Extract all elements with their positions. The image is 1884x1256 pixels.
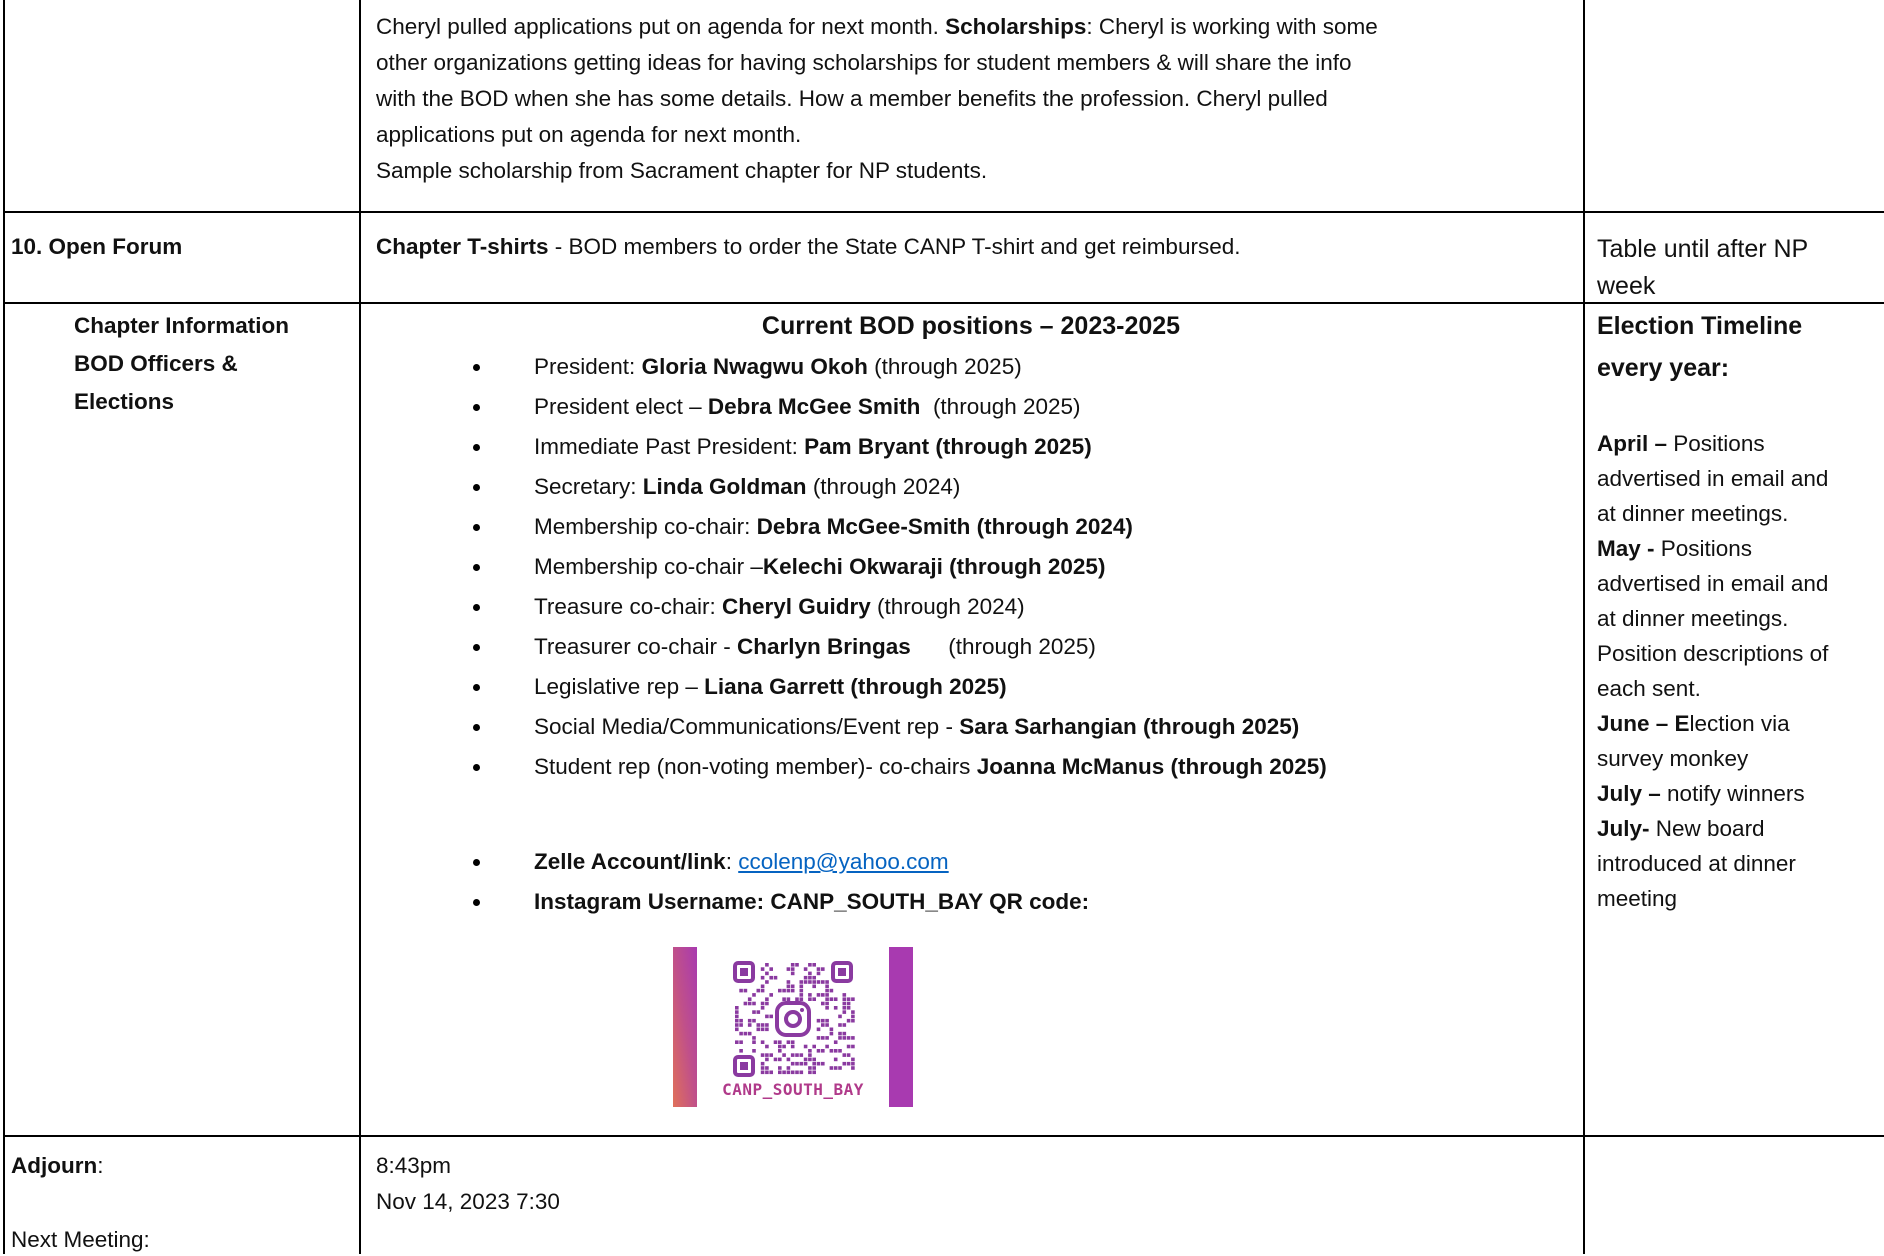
bullet xyxy=(473,604,480,611)
bullet xyxy=(473,564,480,571)
forum-note-line-1: Table until after NP xyxy=(1597,235,1809,263)
bullet xyxy=(473,684,480,691)
timeline-line-10: survey monkey xyxy=(1597,746,1749,771)
position-text: President elect – Debra McGee Smith (through 2025) xyxy=(534,394,1081,419)
adjourn-label: Adjourn: xyxy=(11,1153,104,1178)
bullet xyxy=(473,444,480,451)
timeline-line-7: Position descriptions of xyxy=(1597,641,1829,666)
table-border-col1 xyxy=(359,0,361,1254)
item-open-forum: 10. Open Forum xyxy=(11,234,183,259)
notes-line-4: applications put on agenda for next month. xyxy=(376,122,802,147)
bullet xyxy=(473,364,480,371)
next-meeting-date: Nov 14, 2023 7:30 xyxy=(376,1189,560,1214)
instagram-qr-code xyxy=(673,947,913,1107)
timeline-title-line-2: every year: xyxy=(1597,354,1730,382)
positions-title: Current BOD positions – 2023-2025 xyxy=(761,312,1181,340)
bullet xyxy=(473,404,480,411)
timeline-line-14: meeting xyxy=(1597,886,1678,911)
timeline-line-5: advertised in email and xyxy=(1597,571,1829,596)
adjourn-time: 8:43pm xyxy=(376,1153,452,1178)
bullet xyxy=(473,899,480,906)
forum-note-line-2: week xyxy=(1597,272,1656,300)
position-text: Legislative rep – Liana Garrett (through 2025) xyxy=(534,674,1007,699)
zelle-email-link[interactable]: ccolenp@yahoo.com xyxy=(738,849,949,874)
qr-caption: CANP_SOUTH_BAY xyxy=(722,1080,864,1099)
row-divider-1 xyxy=(3,211,1884,213)
positions-list xyxy=(425,350,1575,820)
position-text: Student rep (non-voting member)- co-chairs Joanna McManus (through 2025) xyxy=(534,754,1327,779)
timeline-line-3: at dinner meetings. xyxy=(1597,501,1789,526)
timeline-may: May - Positions xyxy=(1597,536,1753,561)
notes-line-1: Cheryl pulled applications put on agenda for next month. Scholarships: Cheryl is working with some xyxy=(376,14,1378,39)
timeline-line-13: introduced at dinner xyxy=(1597,851,1796,876)
timeline-july-board: July- New board xyxy=(1597,816,1765,841)
timeline-line-2: advertised in email and xyxy=(1597,466,1829,491)
timeline-june: June – Election via xyxy=(1597,711,1790,736)
notes-line-2: other organizations getting ideas for having scholarships for student members & will share the info xyxy=(376,50,1352,75)
position-text: Secretary: Linda Goldman (through 2024) xyxy=(534,474,961,499)
bullet xyxy=(473,859,480,866)
bullet xyxy=(473,724,480,731)
timeline-april: April – Positions xyxy=(1597,431,1765,456)
item-chapter-line-2: BOD Officers & xyxy=(74,351,238,376)
notes-line-5: Sample scholarship from Sacrament chapter for NP students. xyxy=(376,158,988,183)
position-text: President: Gloria Nwagwu Okoh (through 2025) xyxy=(534,354,1022,379)
timeline-title-line-1: Election Timeline xyxy=(1597,312,1803,340)
table-border-col2 xyxy=(1583,0,1585,1254)
next-meeting-label: Next Meeting: xyxy=(11,1227,150,1252)
bullet xyxy=(473,764,480,771)
position-text: Treasurer co-chair - Charlyn Bringas (through 2025) xyxy=(534,634,1096,659)
bullet xyxy=(473,484,480,491)
position-text: Immediate Past President: Pam Bryant (through 2025) xyxy=(534,434,1092,459)
timeline-line-6: at dinner meetings. xyxy=(1597,606,1789,631)
timeline-line-8: each sent. xyxy=(1597,676,1701,701)
row-divider-3 xyxy=(3,1135,1884,1137)
position-text: Treasure co-chair: Cheryl Guidry (through 2024) xyxy=(534,594,1025,619)
bullet xyxy=(473,644,480,651)
position-text: Social Media/Communications/Event rep - Sara Sarhangian (through 2025) xyxy=(534,714,1300,739)
position-text: Membership co-chair –Kelechi Okwaraji (through 2025) xyxy=(534,554,1106,579)
instagram-username: Instagram Username: CANP_SOUTH_BAY QR code: xyxy=(534,889,1090,914)
zelle-label: Zelle Account/link xyxy=(534,849,726,874)
notes-line-3: with the BOD when she has some details. How a member benefits the profession. Cheryl pulled xyxy=(376,86,1328,111)
item-chapter-line-3: Elections xyxy=(74,389,175,414)
tshirt-text: Chapter T-shirts - BOD members to order the State CANP T-shirt and get reimbursed. xyxy=(376,234,1241,259)
item-chapter-line-1: Chapter Information xyxy=(74,313,290,338)
position-text: Membership co-chair: Debra McGee-Smith (through 2024) xyxy=(534,514,1133,539)
bullet xyxy=(473,524,480,531)
table-border-left xyxy=(3,0,5,1254)
timeline-july-notify: July – notify winners xyxy=(1597,781,1805,806)
